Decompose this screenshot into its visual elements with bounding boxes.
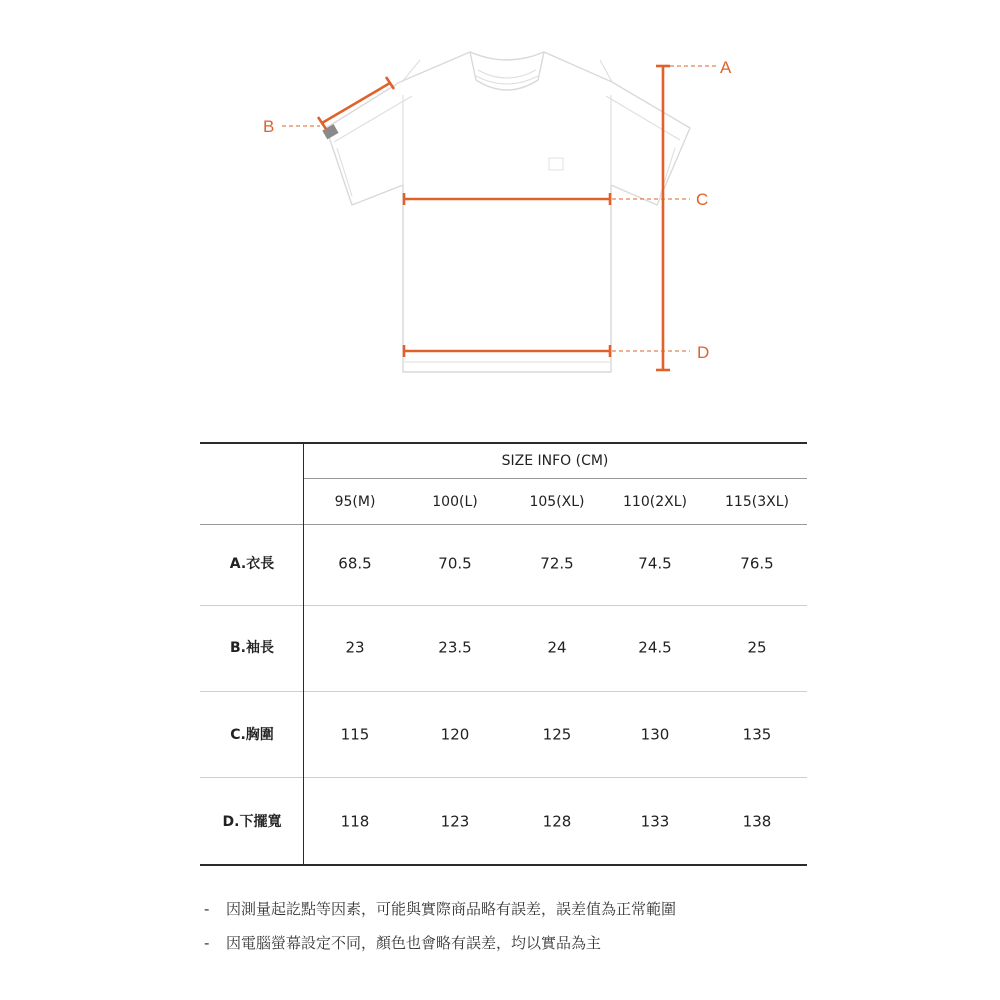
row-label: C.胸圍 (230, 727, 274, 743)
table-cell: 123 (440, 812, 470, 831)
table-cell: 133 (640, 812, 670, 831)
table-cell: 68.5 (338, 554, 372, 573)
table-cell: 120 (440, 725, 470, 744)
table-title: SIZE INFO (CM) (501, 453, 609, 469)
table-cell: 125 (542, 725, 572, 744)
label-a: A (720, 58, 732, 77)
table-cell: 23 (345, 638, 365, 657)
table-cell: 23.5 (438, 638, 472, 657)
table-cell: 24 (547, 638, 567, 657)
table-cell: 135 (742, 725, 772, 744)
size-header: 95(M) (334, 494, 376, 510)
table-cell: 24.5 (638, 638, 672, 657)
table-cell: 130 (640, 725, 670, 744)
table-cell: 70.5 (438, 554, 472, 573)
tshirt-illustration (0, 0, 1000, 420)
size-header: 105(XL) (529, 494, 585, 510)
table-cell: 128 (542, 812, 572, 831)
size-table (200, 442, 807, 866)
label-b: B (263, 117, 275, 136)
tshirt-outline (326, 52, 690, 372)
row-label: B.袖長 (230, 640, 274, 656)
size-header: 110(2XL) (623, 494, 687, 510)
table-cell: 74.5 (638, 554, 672, 573)
bullet-dash: - (204, 934, 210, 952)
tshirt-measurement-diagram (0, 0, 1000, 420)
row-label: A.衣長 (229, 556, 275, 572)
notes-list (204, 898, 676, 966)
table-cell: 118 (340, 812, 370, 831)
table-cell: 76.5 (740, 554, 774, 573)
bullet-dash: - (204, 900, 210, 918)
note-text: 因電腦螢幕設定不同，顏色也會略有誤差，均以實品為主 (226, 934, 602, 952)
size-header: 115(3XL) (725, 494, 789, 510)
row-label: D.下擺寬 (222, 814, 282, 830)
table-cell: 115 (340, 725, 370, 744)
table-cell: 25 (747, 638, 767, 657)
note-text: 因測量起訖點等因素，可能與實際商品略有誤差，誤差值為正常範圍 (226, 900, 677, 918)
label-d: D (697, 343, 710, 362)
table-cell: 72.5 (540, 554, 574, 573)
table-cell: 138 (742, 812, 772, 831)
note-item (204, 898, 676, 932)
label-c: C (696, 190, 709, 209)
note-item (204, 932, 676, 966)
size-header: 100(L) (432, 494, 478, 510)
